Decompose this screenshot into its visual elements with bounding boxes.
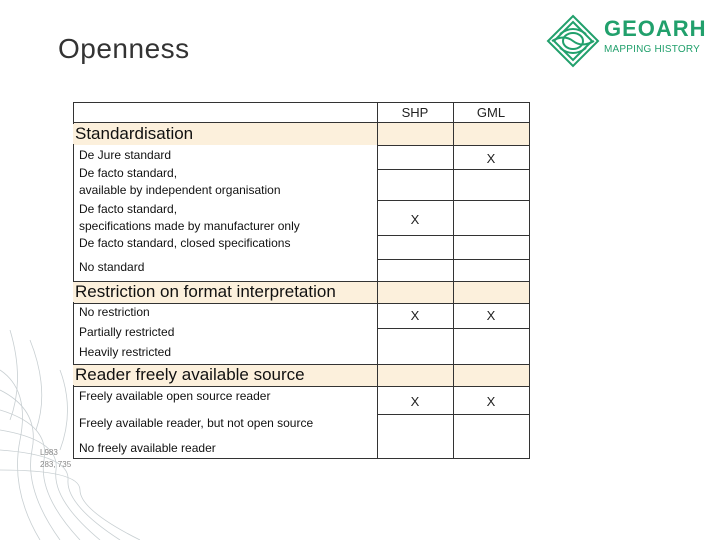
grid-top-border: [73, 102, 530, 103]
cell-shp: X: [410, 212, 420, 227]
cell-shp: X: [410, 308, 420, 323]
map-code-label: L983: [40, 448, 58, 457]
row-label: Partially restricted: [79, 325, 175, 339]
row-label: De facto standard, closed specifications: [79, 236, 291, 250]
grid-line: [377, 328, 530, 329]
slide-title: Openness: [58, 33, 190, 64]
section-label-standardisation: Standardisation: [75, 124, 194, 143]
row-label: No freely available reader: [79, 441, 216, 455]
map-diamond-icon: [546, 14, 600, 68]
section-label-restriction: Restriction on format interpretation: [75, 282, 336, 301]
grid-line: [377, 169, 530, 170]
row-label: Freely available reader, but not open source: [79, 416, 314, 430]
logo-name: GEOARH: [604, 16, 707, 41]
cell-gml: X: [486, 308, 496, 323]
logo-tagline: MAPPING HISTORY: [604, 44, 700, 55]
row-label: De facto standard, available by independent organisation: [79, 166, 281, 197]
grid-line: [377, 259, 530, 260]
row-label: No standard: [79, 260, 145, 274]
cell-gml: X: [486, 151, 496, 166]
column-header-gml: GML: [476, 105, 506, 120]
section-label-reader: Reader freely available source: [75, 365, 305, 384]
grid-line: [73, 122, 530, 123]
grid-line: [73, 386, 530, 387]
grid-line: [377, 200, 530, 201]
grid-line: [377, 414, 530, 415]
map-numbers-label: 283, 735: [40, 460, 72, 469]
row-label: De facto standard, specifications made by manufacturer only: [79, 202, 300, 233]
column-header-shp: SHP: [401, 105, 429, 120]
grid-bottom-border: [73, 458, 530, 459]
row-label: Freely available open source reader: [79, 389, 271, 403]
grid-line: [377, 235, 530, 236]
cell-shp: X: [410, 394, 420, 409]
cell-gml: X: [486, 394, 496, 409]
row-label: Heavily restricted: [79, 345, 172, 359]
row-label: De Jure standard: [79, 148, 172, 162]
grid-line: [377, 145, 530, 146]
georah-logo: [546, 14, 706, 70]
row-label: No restriction: [79, 305, 150, 319]
openness-table: [73, 102, 530, 459]
